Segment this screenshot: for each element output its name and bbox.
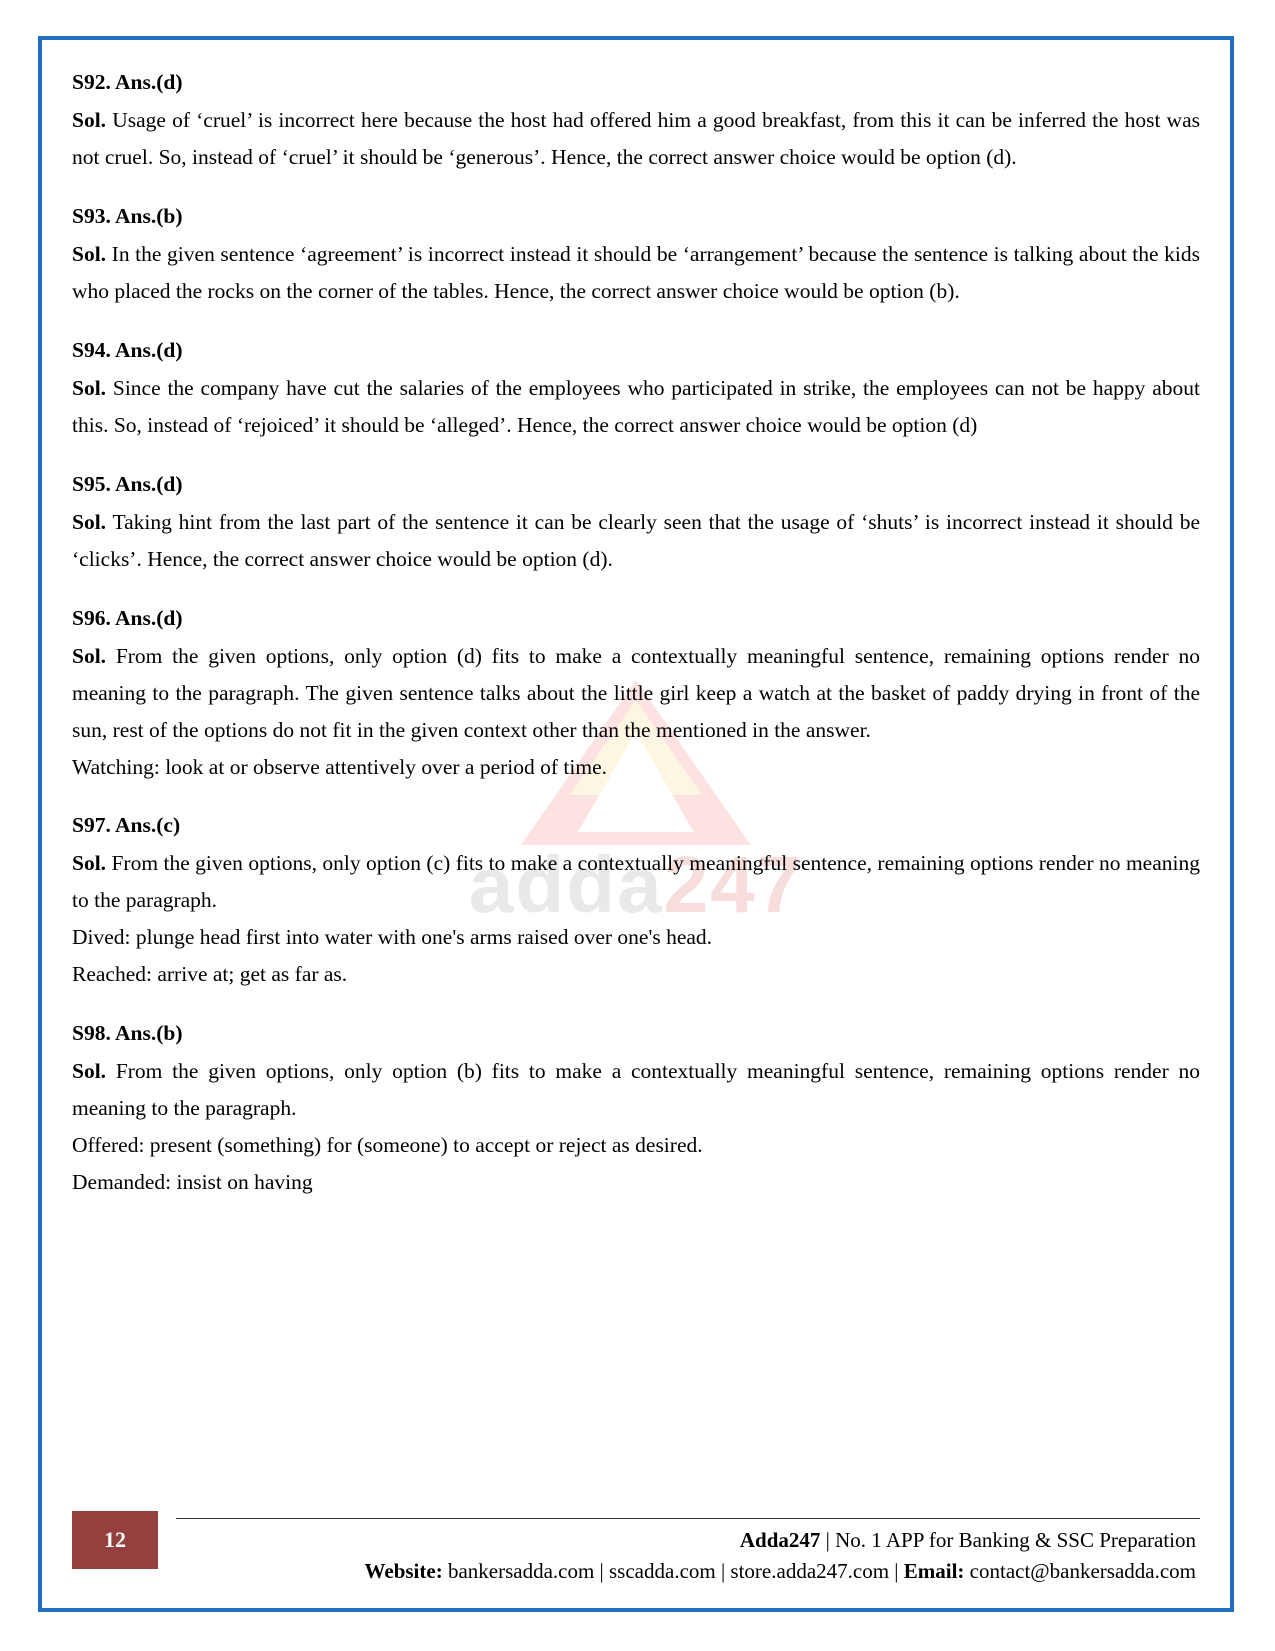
solution-block (72, 600, 1200, 786)
watermark-text-main: adda (468, 840, 664, 929)
footer-email-value: contact@bankersadda.com (964, 1558, 1196, 1583)
document-page (38, 36, 1234, 1612)
solution-block (72, 64, 1200, 176)
footer-tagline: | No. 1 APP for Banking & SSC Preparation (820, 1528, 1196, 1553)
solution-extra-line: Offered: present (something) for (someone) to accept or reject as desired. (72, 1133, 703, 1158)
solution-heading: S95. Ans.(d) (72, 471, 183, 496)
footer-brand: Adda247 (739, 1528, 821, 1553)
solution-text: In the given sentence ‘agreement’ is incorrect instead it should be ‘arrangement’ because the sentence is talking about the kids who placed the rocks on the corner of the tables. Hence, the correct answer choice would be option (b). (72, 241, 1200, 303)
page-footer (72, 1518, 1200, 1586)
solutions-content (72, 64, 1200, 1201)
sol-label: Sol. (72, 1059, 107, 1084)
solution-heading: S94. Ans.(d) (72, 337, 183, 362)
solution-text: From the given options, only option (b) fits to make a contextually meaningful sentence, remaining options render no meaning to the paragraph. (72, 1059, 1200, 1121)
solution-block (72, 198, 1200, 310)
solution-text: Usage of ‘cruel’ is incorrect here because the host had offered him a good breakfast, from this it can be inferred the host was not cruel. So, instead of ‘cruel’ it should be ‘generous’. Hence, the correct answer choice would be option (d). (72, 107, 1200, 169)
footer-brand-line (158, 1525, 1196, 1555)
solution-heading: S97. Ans.(c) (72, 813, 181, 838)
solution-body (72, 370, 1200, 444)
sol-label: Sol. (72, 241, 107, 266)
sol-label: Sol. (72, 107, 107, 132)
solution-body (72, 504, 1200, 578)
solution-heading: S96. Ans.(d) (72, 605, 183, 630)
solution-heading: S92. Ans.(d) (72, 70, 183, 94)
solution-extra-line: Dived: plunge head first into water with one's arms raised over one's head. (72, 925, 713, 950)
solution-body (72, 845, 1200, 919)
solution-block (72, 332, 1200, 444)
footer-website-value: bankersadda.com | sscadda.com | store.adda247.com | (442, 1558, 904, 1583)
solution-extra-line: Watching: look at or observe attentively over a period of time. (72, 754, 608, 779)
solution-heading: S93. Ans.(b) (72, 203, 183, 228)
page-number-badge: 12 (72, 1511, 158, 1569)
solution-text: Taking hint from the last part of the sentence it can be clearly seen that the usage of ‘shuts’ is incorrect instead it should be ‘clicks’. Hence, the correct answer choice would be option (d). (72, 509, 1200, 571)
solution-body (72, 638, 1200, 749)
footer-divider (176, 1518, 1200, 1519)
sol-label: Sol. (72, 851, 107, 876)
watermark-text-number: 247 (663, 840, 804, 929)
solution-text: Since the company have cut the salaries of the employees who participated in strike, the employees can not be happy about this. So, instead of ‘rejoiced’ it should be ‘alleged’. Hence, the correct answer choice would be option (d) (72, 375, 1200, 437)
sol-label: Sol. (72, 643, 107, 668)
footer-contact-line (158, 1556, 1196, 1586)
solution-text: From the given options, only option (d) fits to make a contextually meaningful sentence, remaining options render no meaning to the paragraph. The given sentence talks about the little girl keep a watch at the basket of paddy drying in front of the sun, rest of the options do not fit in the given context other than the mentioned in the answer. (72, 643, 1200, 742)
solution-extra-line: Reached: arrive at; get as far as. (72, 962, 348, 987)
solution-block (72, 466, 1200, 578)
footer-website-label: Website: (364, 1558, 443, 1583)
solution-block (72, 807, 1200, 993)
solution-body (72, 102, 1200, 176)
sol-label: Sol. (72, 509, 107, 534)
solution-heading: S98. Ans.(b) (72, 1021, 183, 1046)
solution-body (72, 1053, 1200, 1127)
solution-body (72, 236, 1200, 310)
solution-extra-line: Demanded: insist on having (72, 1170, 313, 1195)
solution-text: From the given options, only option (c) fits to make a contextually meaningful sentence, remaining options render no meaning to the paragraph. (72, 851, 1200, 913)
sol-label: Sol. (72, 375, 107, 400)
solution-block (72, 1015, 1200, 1201)
footer-email-label: Email: (903, 1558, 965, 1583)
